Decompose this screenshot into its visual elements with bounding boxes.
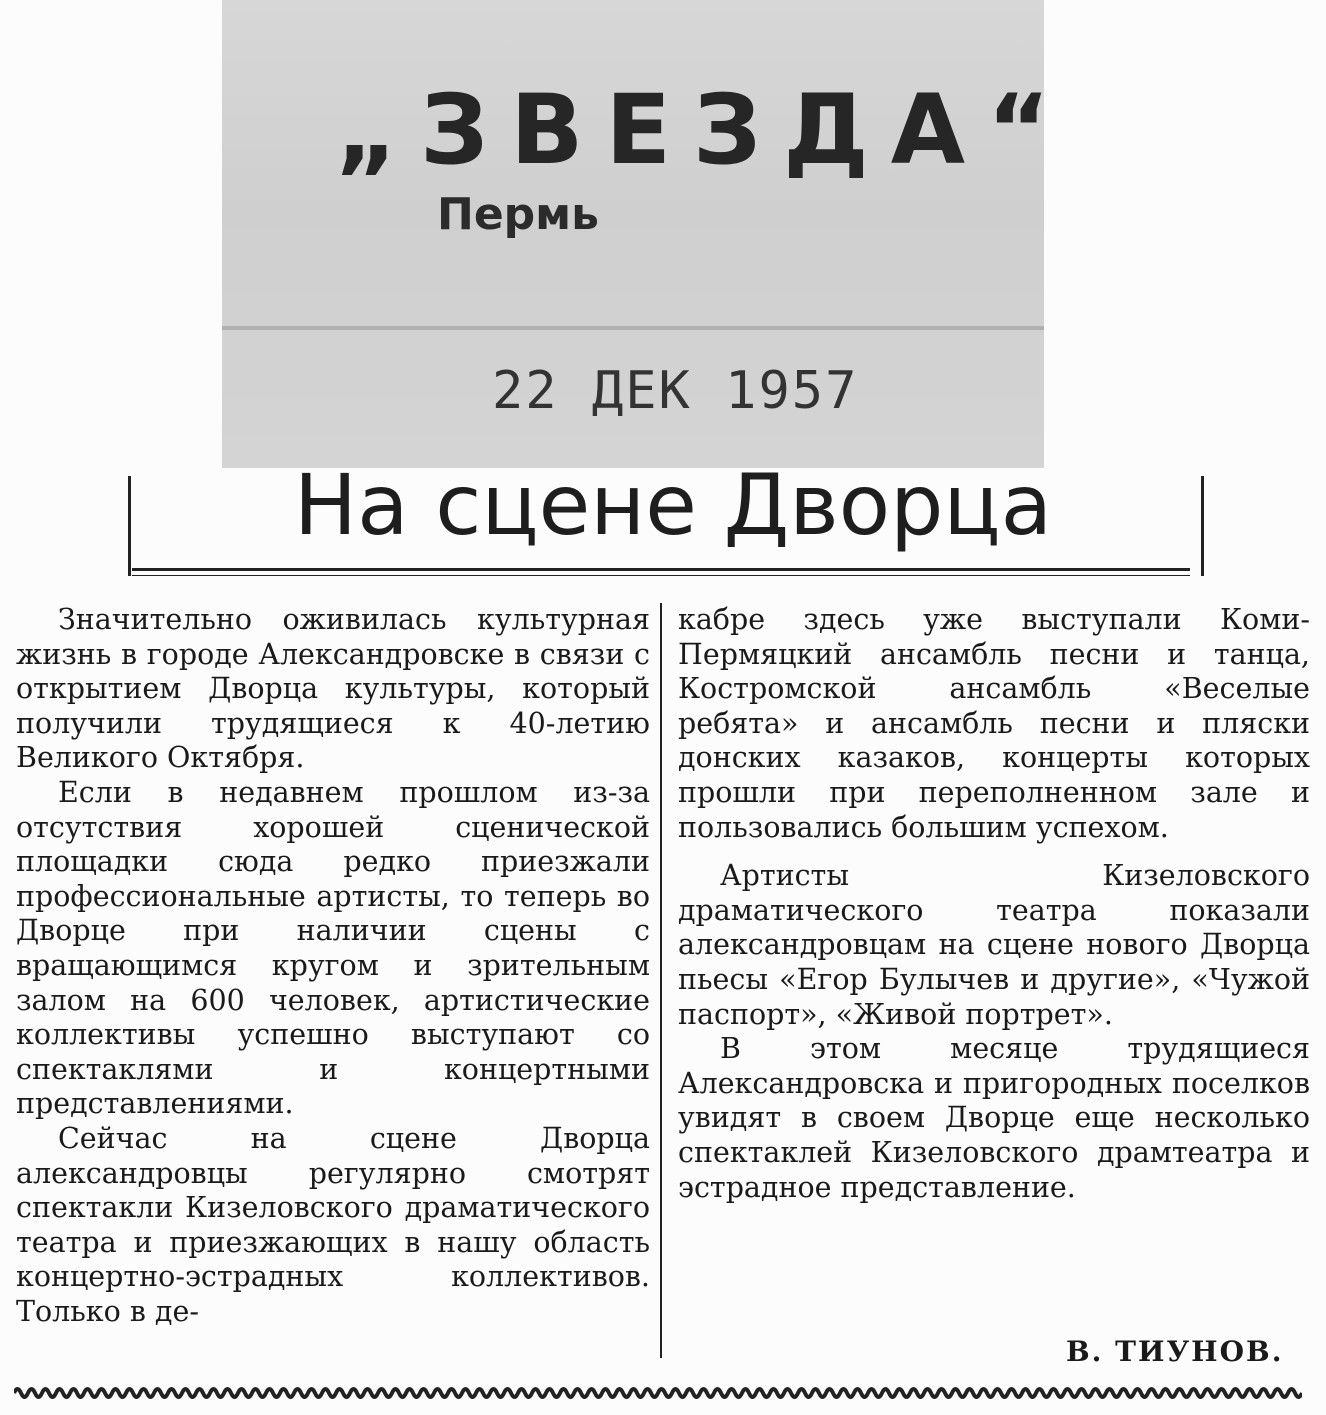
paragraph: Если в недавнем прошлом из-за отсутствия хорошей сценической площадки сюда редко приезжали профессиональные артисты, то теперь во Дворце при наличии сцены с вращающимся кругом и зрительным залом на 600 человек, артистические коллективы успешно выступают со спектаклями и концертными представлениями. — [16, 775, 650, 1121]
article-author: В. ТИУНОВ. — [1066, 1335, 1284, 1368]
headline-rule-bottom — [132, 575, 1190, 576]
stamp-divider — [222, 326, 1044, 330]
article-column-left — [16, 603, 650, 1329]
wavy-rule — [14, 1382, 1302, 1404]
newspaper-city: Пермь — [437, 189, 599, 240]
article-headline: На сцене Дворца — [293, 456, 1053, 554]
newspaper-name: „ЗВЕЗДА“ — [335, 74, 1073, 186]
paragraph: Артисты Кизеловского драматического театра показали александровцам на сцене нового Дворца пьесы «Егор Булычев и другие», «Чужой паспорт», «Живой портрет». — [678, 859, 1310, 1031]
headline-rule-top — [132, 568, 1190, 571]
article-column-right — [678, 603, 1310, 1205]
column-divider — [660, 603, 662, 1358]
stamp-date: 22 ДЕК 1957 — [492, 361, 859, 421]
paragraph: Сейчас на сцене Дворца александровцы регулярно смотрят спектакли Кизеловского драматического театра и приезжающих в нашу область концертно-эстрадных коллективов. Только в де- — [16, 1121, 650, 1328]
paragraph: Значительно оживилась культурная жизнь в городе Александровске в связи с открытием Дворца культуры, который получили трудящиеся к 40-летию Великого Октября. — [16, 603, 650, 775]
paragraph: кабре здесь уже выступали Коми-Пермяцкий ансамбль песни и танца, Костромской ансамбль «Веселые ребята» и ансамбль песни и пляски донских казаков, концерты которых прошли при переполненном зале и пользовались большим успехом. — [678, 603, 1310, 844]
paragraph: В этом месяце трудящиеся Александровска и пригородных поселков увидят в своем Дворце еще несколько спектаклей Кизеловского драмтеатра и эстрадное представление. — [678, 1032, 1310, 1204]
